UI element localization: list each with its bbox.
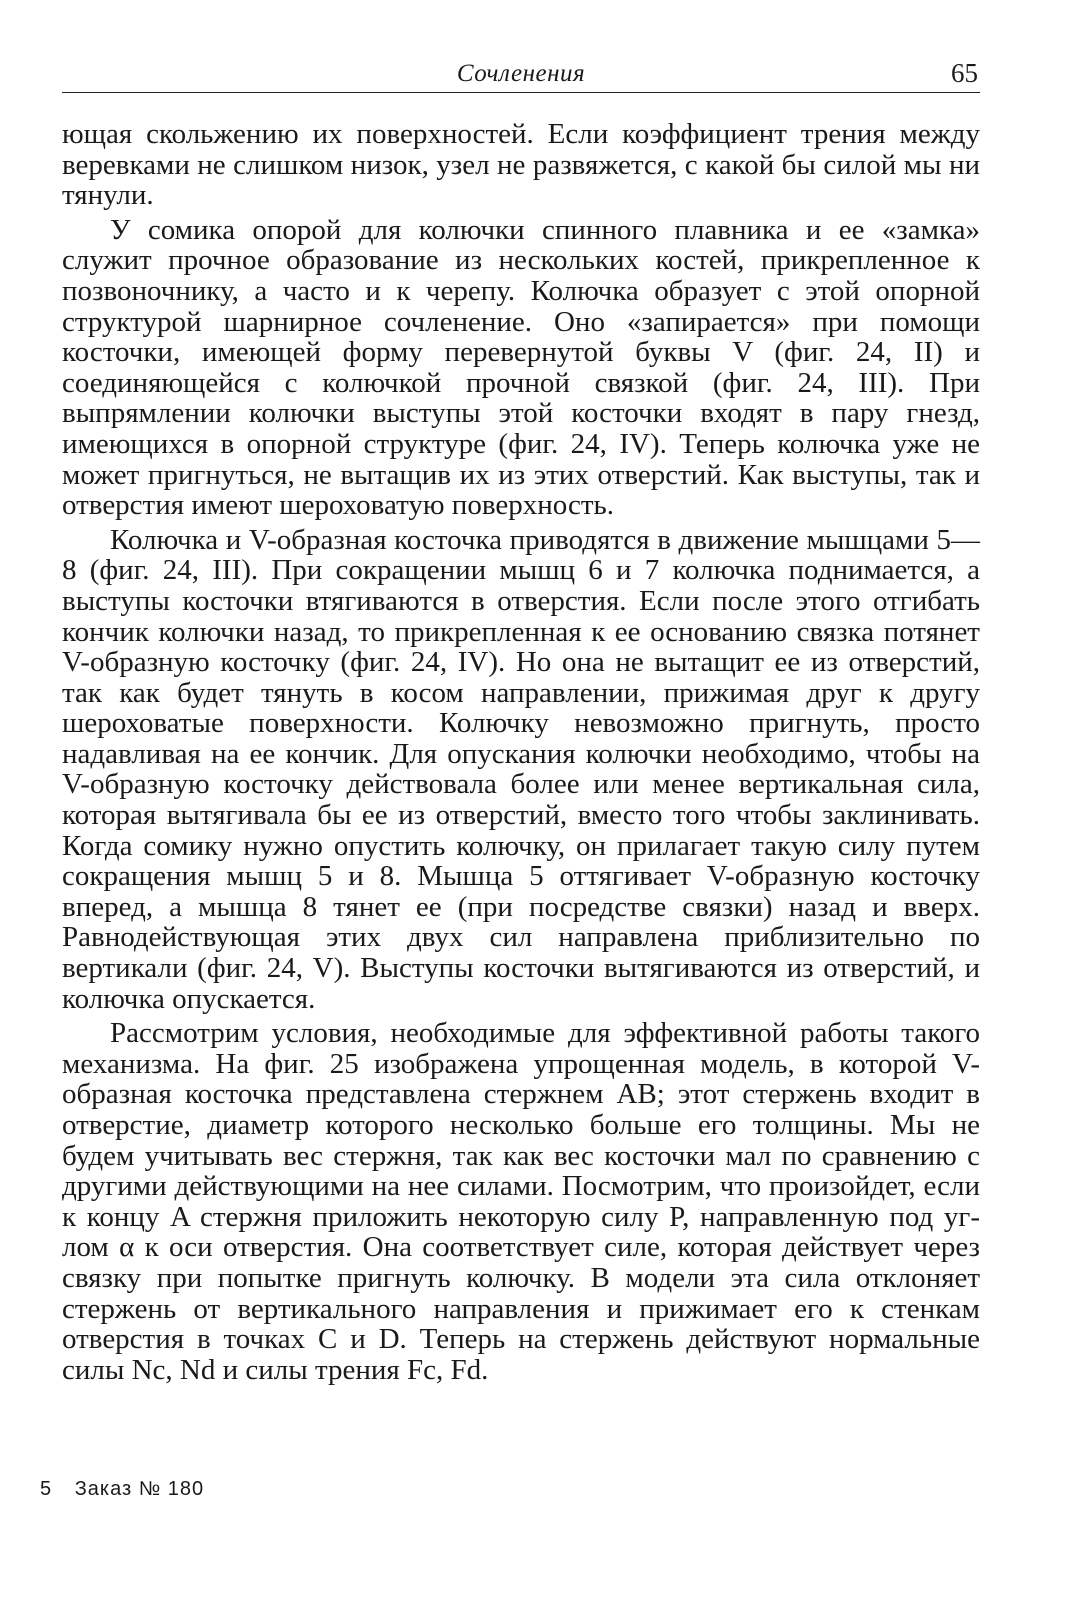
paragraph: Рассмотрим условия, необходимые для эффективной работы такого механизма. На фиг. 25 изображена упрощенная модель, в которой V-образная косточка представлена стержнем AB; этот стержень входит в отверстие, диаметр которого несколько больше его толщины. Мы не будем учитывать вес стержня, так как вес косточки мал по сравнению с другими действующими на нее силами. Посмотрим, что произойдет, если к концу A стержня приложить некоторую силу P, направленную под углом α к оси отверстия. Она соответствует силе, которая действует через связку при попытке пригнуть колючку. В модели эта сила отклоняет стержень от вертикального направления и прижимает его к стенкам отверстия в точках C и D. Теперь на стержень действуют нормальные силы Nc, Nd и силы трения Fc, Fd. <box>62 1017 980 1386</box>
order-number: Заказ № 180 <box>74 1478 205 1500</box>
running-header <box>62 52 980 93</box>
page-number: 65 <box>951 58 978 88</box>
paragraph: У сомика опорой для колючки спинного плавника и ее «замка» служит прочное образование из нескольких костей, прикрепленное к позвоночнику, а часто и к черепу. Колючка образует с этой опорной структурой шарнирное сочленение. Оно «запирается» при помощи косточки, имеющей форму перевернутой буквы V (фиг. 24, II) и соединяющейся с колючкой прочной связкой (фиг. 24, III). При выпрямлении колючки выступы этой косточки входят в пару гнезд, имеющихся в опорной структуре (фиг. 24, IV). Теперь колючка уже не может пригнуться, не вытащив их из этих отверстий. Как выступы, так и отверстия имеют шероховатую поверхность. <box>62 213 980 522</box>
signature-number: 5 <box>40 1478 53 1500</box>
body-text <box>62 119 980 1385</box>
paragraph: ющая скольжению их поверхностей. Если коэффициент трения между веревками не слишком низок, узел не развяжется, с какой бы силой мы ни тянули. <box>62 118 980 212</box>
book-page <box>62 52 980 1582</box>
printer-footer <box>40 1478 204 1501</box>
paragraph: Колючка и V-образная косточка приводятся в движение мышцами 5—8 (фиг. 24, III). При сокращении мышц 6 и 7 колючка поднимается, а выступы косточки втягиваются в отверстия. Если после этого отгибать кончик колючки назад, то прикрепленная к ее основанию связка потянет V-образную косточку (фиг. 24, IV). Но она не вытащит ее из отверстий, так как будет тянуть в косом направлении, прижимая друг к другу шероховатые поверхности. Колючку невозможно пригнуть, просто надавливая на ее кончик. Для опускания колючки необходимо, чтобы на V-образную косточку действовала более или менее вертикальная сила, которая вытягивала бы ее из отверстий, вместо того чтобы заклинивать. Когда сомику нужно опустить колючку, он прилагает такую силу путем сокращения мышц 5 и 8. Мышца 5 оттягивает V-образную косточку вперед, а мышца 8 тянет ее (при посредстве связки) назад и вверх. Равнодействующая этих двух сил направлена приблизительно по вертикали (фиг. 24, V). Выступы косточки вытягиваются из отверстий, и колючка опускается. <box>62 523 980 1015</box>
section-title: Сочленения <box>456 60 586 87</box>
